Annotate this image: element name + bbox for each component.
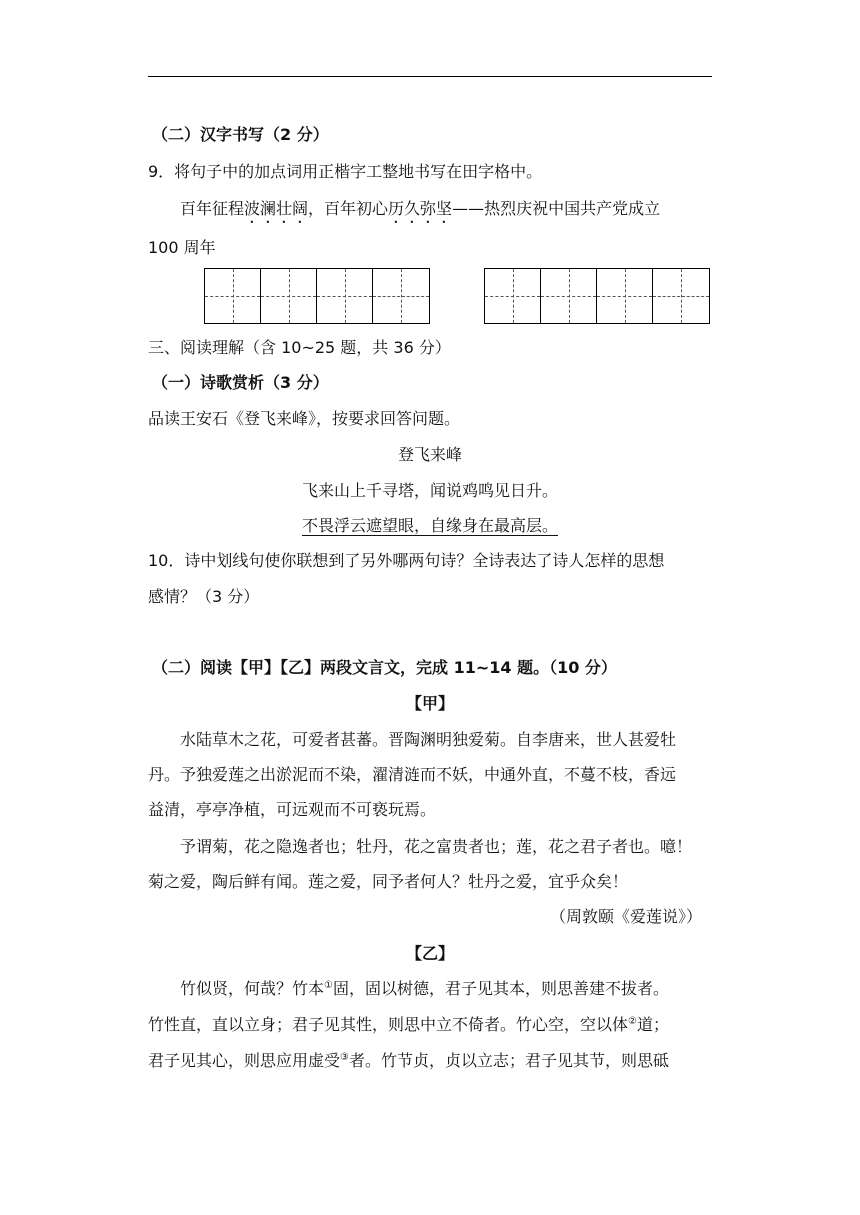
tianzige-grid-2[interactable] — [484, 268, 710, 324]
sentence-text: ，百年初心 — [308, 199, 389, 218]
poem-title: 登飞来峰 — [397, 445, 462, 464]
question-10-line1: 10．诗中划线句使你联想到了另外哪两句诗？全诗表达了诗人怎样的思想 — [148, 551, 665, 570]
yi-text: 竹性直，直以立身；君子见其性，则思中立不倚者。竹心空，空以体 — [148, 1015, 629, 1034]
jia-para1-line3: 益清，亭亭净植，可远观而不可亵玩焉。 — [148, 800, 437, 819]
footnote-marker-1: ① — [324, 980, 333, 991]
q9-sentence-line1 — [180, 198, 660, 227]
tianzige-cell[interactable] — [541, 269, 597, 323]
tianzige-cell[interactable] — [317, 269, 373, 323]
section-title-reading: 三、阅读理解（含 10~25 题，共 36 分） — [148, 338, 451, 357]
passage-yi-label: 【乙】 — [405, 944, 454, 963]
jia-para2-line2: 菊之爱，陶后鲜有闻。莲之爱，同予者何人？牡丹之爱，宜乎众矣！ — [148, 872, 629, 891]
yi-text: 君子见其心，则思应用虚受 — [148, 1051, 341, 1070]
yi-text: 竹似贤，何哉？竹本 — [180, 979, 325, 998]
poem-intro: 品读王安石《登飞来峰》，按要求回答问题。 — [148, 409, 461, 428]
yi-text: 者。竹节贞，贞以立志；君子见其节，则思砥 — [348, 1051, 669, 1070]
tianzige-cell[interactable] — [485, 269, 541, 323]
poem-line-1: 飞来山上千寻塔，闻说鸡鸣见日升。 — [301, 481, 558, 500]
tianzige-cell[interactable] — [261, 269, 317, 323]
tianzige-cell[interactable] — [597, 269, 653, 323]
question-9: 9．将句子中的加点词用正楷字工整地书写在田字格中。 — [148, 162, 543, 181]
tianzige-cell[interactable] — [653, 269, 709, 323]
header-rule — [148, 76, 712, 77]
underlined-poem-line: 不畏浮云遮望眼，自缘身在最高层。 — [301, 516, 558, 535]
tianzige-cell[interactable] — [205, 269, 261, 323]
jia-source: （周敦颐《爱莲说》） — [549, 907, 702, 926]
sentence-text: 百年征程 — [180, 199, 245, 218]
section-title-hanzi: （二）汉字书写（2 分） — [152, 125, 329, 144]
yi-text: 固，固以树德，君子见其本，则思善建不拔者。 — [332, 979, 669, 998]
question-10-line2: 感情？（3 分） — [148, 587, 260, 606]
yi-line1 — [180, 978, 669, 1000]
dotted-word-1: 波澜壮阔 — [244, 199, 309, 218]
yi-line2 — [148, 1014, 669, 1036]
dotted-word-2: 历久弥坚 — [388, 199, 453, 218]
footnote-marker-3: ③ — [340, 1052, 349, 1063]
jia-para1-line2: 丹。予独爱莲之出淤泥而不染，濯清涟而不妖，中通外直，不蔓不枝，香远 — [148, 765, 677, 784]
poem-line-2 — [148, 515, 712, 537]
section-title-poem: （一）诗歌赏析（3 分） — [152, 373, 329, 392]
yi-line3 — [148, 1050, 669, 1072]
footnote-marker-2: ② — [628, 1016, 637, 1027]
tianzige-cell[interactable] — [373, 269, 429, 323]
yi-text: 道； — [636, 1015, 669, 1034]
sentence-text: ——热烈庆祝中国共产党成立 — [452, 199, 661, 218]
section-title-classical: （二）阅读【甲】【乙】两段文言文，完成 11~14 题。（10 分） — [152, 658, 617, 677]
passage-jia-label: 【甲】 — [405, 694, 454, 713]
tianzige-grid-1[interactable] — [204, 268, 430, 324]
jia-para2-line1: 予谓菊，花之隐逸者也；牡丹，花之富贵者也；莲，花之君子者也。噫！ — [180, 837, 693, 856]
jia-para1-line1: 水陆草木之花，可爱者甚蕃。晋陶渊明独爱菊。自李唐来，世人甚爱牡 — [180, 730, 677, 749]
q9-sentence-line2: 100 周年 — [148, 238, 216, 257]
